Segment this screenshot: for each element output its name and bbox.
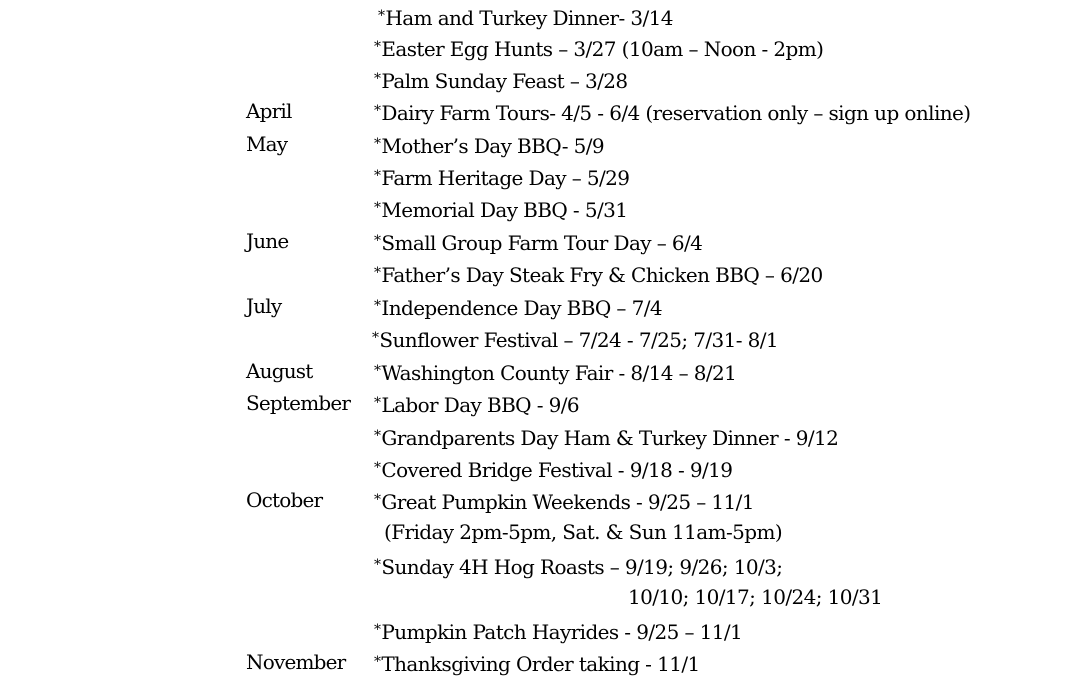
event-entry [374, 420, 838, 454]
event-entry [374, 452, 732, 486]
event-entry [374, 160, 629, 194]
event-text: 10/10; 10/17; 10/24; 10/31 [628, 585, 883, 609]
bullet-asterisk: * [374, 265, 381, 281]
schedule-row [0, 387, 1080, 419]
schedule-row [0, 355, 1080, 387]
month-label: October [246, 488, 323, 512]
month-label: June [246, 229, 289, 253]
event-text: Small Group Farm Tour Day – 6/4 [381, 231, 703, 255]
schedule-row [0, 0, 1080, 32]
schedule-row [0, 646, 1080, 678]
event-entry [374, 225, 702, 259]
event-text: Farm Heritage Day – 5/29 [381, 166, 630, 190]
bullet-asterisk: * [372, 330, 379, 346]
event-text: Covered Bridge Festival - 9/18 - 9/19 [381, 458, 733, 482]
bullet-asterisk: * [374, 492, 381, 508]
bullet-asterisk: * [374, 103, 381, 119]
event-entry [374, 63, 628, 97]
schedule-row [0, 128, 1080, 160]
event-text: Pumpkin Patch Hayrides - 9/25 – 11/1 [381, 620, 743, 644]
schedule-row [0, 63, 1080, 95]
schedule-row [0, 225, 1080, 257]
event-entry [374, 31, 823, 65]
schedule-row [0, 549, 1080, 581]
event-text: Grandparents Day Ham & Turkey Dinner - 9/12 [381, 426, 839, 450]
schedule-row [0, 581, 1080, 613]
bullet-asterisk: * [374, 557, 381, 573]
bullet-asterisk: * [374, 233, 381, 249]
month-label: September [246, 391, 351, 415]
event-entry [374, 387, 579, 421]
bullet-asterisk: * [374, 395, 381, 411]
event-text: Sunday 4H Hog Roasts – 9/19; 9/26; 10/3; [381, 555, 783, 579]
bullet-asterisk: * [374, 136, 381, 152]
event-text: Independence Day BBQ – 7/4 [381, 296, 662, 320]
event-text: Sunflower Festival – 7/24 - 7/25; 7/31- 8/1 [379, 328, 779, 352]
schedule-row [0, 614, 1080, 646]
bullet-asterisk: * [374, 71, 381, 87]
event-entry [374, 257, 823, 291]
event-entry [374, 484, 754, 518]
schedule-row [0, 516, 1080, 548]
event-entry [374, 355, 736, 389]
bullet-asterisk: * [378, 8, 385, 24]
month-label: May [246, 132, 288, 156]
event-entry [378, 0, 673, 34]
schedule-row [0, 322, 1080, 354]
event-entry [628, 581, 882, 613]
event-text: Great Pumpkin Weekends - 9/25 – 11/1 [381, 490, 754, 514]
event-entry [374, 95, 970, 129]
event-text: Washington County Fair - 8/14 – 8/21 [381, 361, 737, 385]
bullet-asterisk: * [374, 428, 381, 444]
bullet-asterisk: * [374, 39, 381, 55]
month-label: August [246, 359, 313, 383]
event-text: Thanksgiving Order taking - 11/1 [381, 652, 700, 676]
bullet-asterisk: * [374, 460, 381, 476]
bullet-asterisk: * [374, 654, 381, 670]
bullet-asterisk: * [374, 622, 381, 638]
schedule-row [0, 192, 1080, 224]
event-entry [372, 322, 778, 356]
schedule-row [0, 452, 1080, 484]
schedule-row [0, 420, 1080, 452]
schedule-row [0, 484, 1080, 516]
bullet-asterisk: * [374, 200, 381, 216]
event-entry [374, 128, 604, 162]
schedule-row [0, 160, 1080, 192]
event-text: (Friday 2pm-5pm, Sat. & Sun 11am-5pm) [384, 520, 783, 544]
event-text: Palm Sunday Feast – 3/28 [381, 69, 628, 93]
event-text: Labor Day BBQ - 9/6 [381, 393, 580, 417]
event-text: Dairy Farm Tours- 4/5 - 6/4 (reservation only – sign up online) [381, 101, 971, 125]
event-text: Ham and Turkey Dinner- 3/14 [385, 6, 673, 30]
bullet-asterisk: * [374, 168, 381, 184]
schedule-row [0, 95, 1080, 127]
schedule-row [0, 31, 1080, 63]
event-entry [374, 549, 782, 583]
month-label: April [246, 99, 292, 123]
event-text: Easter Egg Hunts – 3/27 (10am – Noon - 2pm) [381, 37, 824, 61]
month-label: November [246, 650, 346, 674]
event-text: Father’s Day Steak Fry & Chicken BBQ – 6/20 [381, 263, 823, 287]
event-text: Memorial Day BBQ - 5/31 [381, 198, 628, 222]
event-text: Mother’s Day BBQ- 5/9 [381, 134, 605, 158]
schedule-row [0, 257, 1080, 289]
schedule-row [0, 290, 1080, 322]
event-entry [374, 290, 662, 324]
event-entry [374, 192, 627, 226]
bullet-asterisk: * [374, 363, 381, 379]
month-label: July [246, 294, 282, 318]
event-entry [384, 516, 782, 548]
event-entry [374, 614, 742, 648]
bullet-asterisk: * [374, 298, 381, 314]
